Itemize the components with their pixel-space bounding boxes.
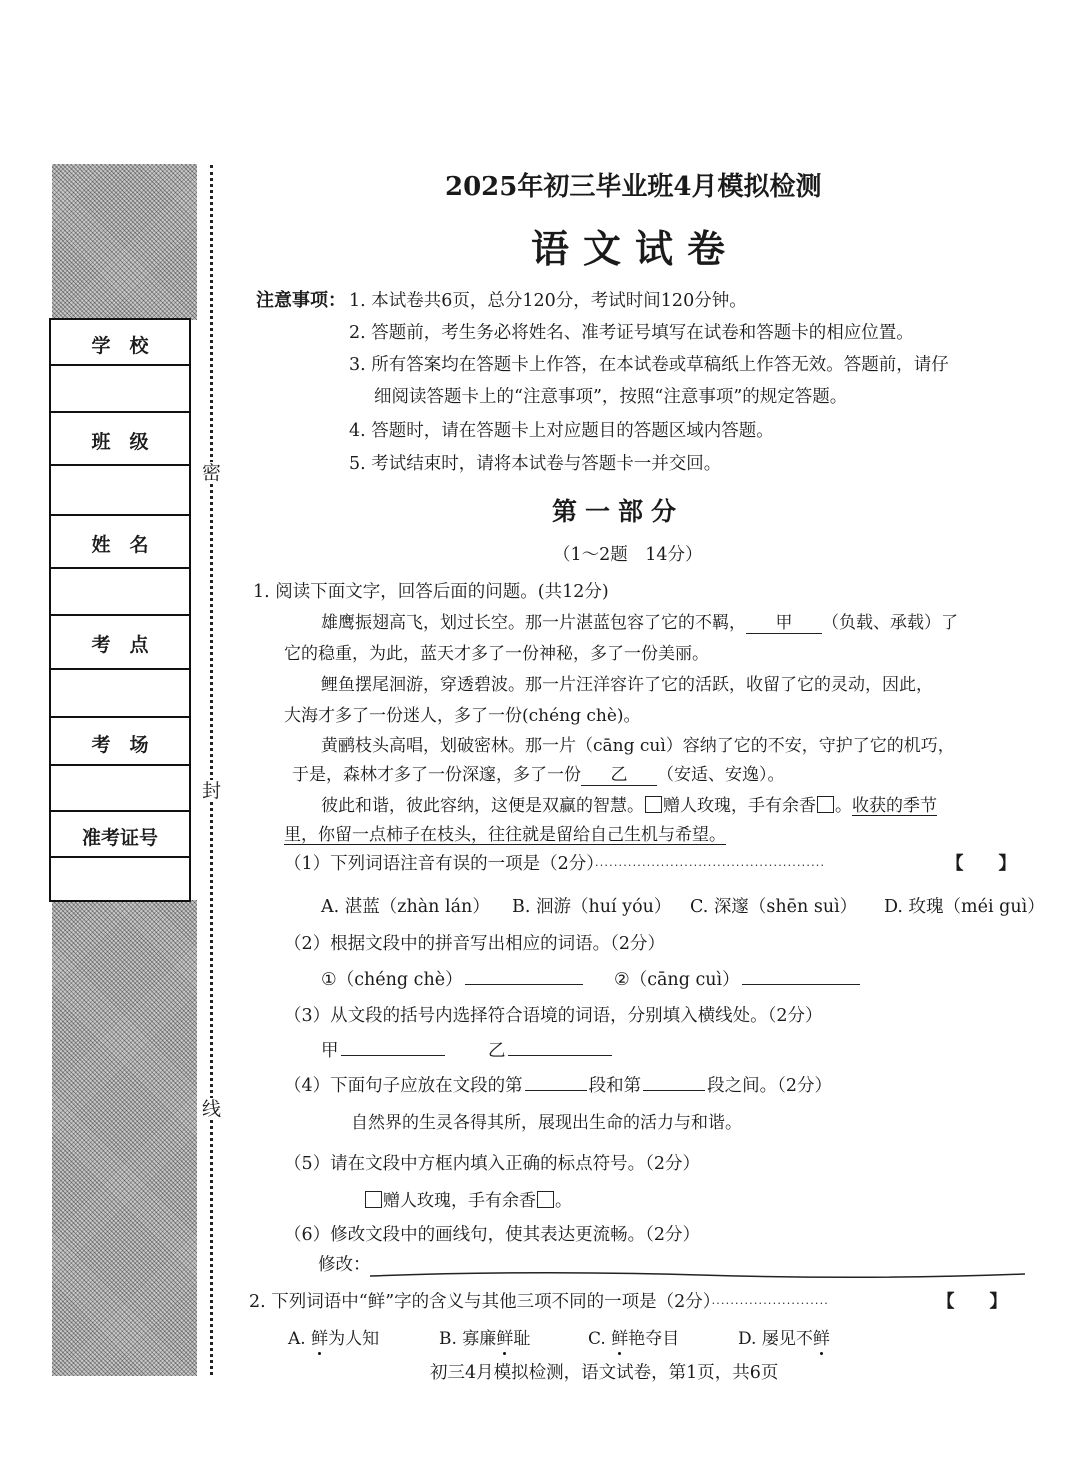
q1-sub4-text-b: 段和第 [588,1076,642,1096]
info-row-name-label [51,516,189,569]
q2-option-a-key: 鲜 [311,1329,329,1349]
q1-para4-text-b: 赠人玫瑰，手有余香 [663,796,816,816]
q1-sub1-option-d: D. 玫瑰（méi guì） [884,897,1045,917]
punct-box-2 [817,796,834,813]
q1-sub3-label-b: 乙 [488,1041,506,1061]
q1-sub4-blank-a[interactable] [525,1072,587,1091]
q2-stem-a: 2. 下列词语中“ [249,1292,368,1312]
section-title: 第一部分 [552,497,685,526]
binding-hatch-top [52,164,197,320]
q2-option-d-key: 鲜 [812,1329,830,1349]
q1-sub1-option-c: C. 深邃（shēn suì） [690,897,858,917]
student-info-table [49,318,191,902]
q1-sub1-option-a: A. 湛蓝（zhàn lán） [321,897,490,917]
q1-sub3-item-a [321,1037,447,1062]
q1-para1-line1 [321,608,958,634]
notes-label: 注意事项： [256,290,346,311]
exam-room-field[interactable] [51,766,189,812]
blank-yi: 乙 [581,760,657,786]
q1-sub2-blank-b[interactable] [742,966,860,985]
q1-sub5-end: 。 [555,1191,572,1211]
q2-option-c [588,1324,679,1349]
q2-option-b-pre: B. 寡廉 [439,1329,497,1349]
q1-sub4-sentence: 自然界的生灵各得其所，展现出生命的活力与和谐。 [351,1113,742,1133]
q1-para3-line1: 黄鹂枝头高唱，划破密林。那一片（cāng cuì）容纳了它的不安，守护了它的机巧， [321,736,955,756]
q2-stem [249,1288,829,1313]
q1-sub3-blank-a[interactable] [341,1037,445,1056]
q1-sub4-blank-b[interactable] [643,1072,705,1091]
punct-box-1 [645,796,662,813]
q1-sub2-label-a: ①（chéng chè） [321,970,463,990]
q1-sub5-question: （5）请在文段中方框内填入正确的标点符号。（2分） [284,1154,701,1174]
blank-jia: 甲 [746,608,822,634]
class-label: 班 级 [91,431,149,453]
q1-sub4-question [284,1072,832,1097]
q1-sub1-leader: ················································· [595,859,826,872]
q2-option-b-key: 鲜 [496,1329,514,1349]
q1-sub2-question: （2）根据文段中的拼音写出相应的词语。（2分） [284,934,666,954]
q2-option-c-post: 艳夺目 [628,1329,680,1349]
underlined-sentence-start: 收获的季节 [852,796,937,816]
section-range: （1～2题 14分） [553,545,703,565]
q1-sub3-question: （3）从文段的括号内选择符合语境的词语，分别填入横线处。（2分） [284,1006,823,1026]
q2-answer-bracket[interactable]: 【 】 [937,1292,1007,1312]
q1-para2-line2: 大海才多了一份迷人，多了一份(chéng chè)。 [284,706,641,726]
q1-para4-line1 [321,791,937,816]
info-row-id-label [51,812,189,858]
q2-option-d-pre: D. 屡见不 [738,1329,813,1349]
info-row-school-label [51,320,189,366]
q1-sub1-question: （1）下列词语注音有误的一项是（2分） [284,854,596,874]
q1-para4-text-a: 彼此和谐，彼此容纳，这便是双赢的智慧。 [321,796,644,816]
q1-stem: 1. 阅读下面文字，回答后面的问题。(共12分) [253,582,609,602]
underlined-sentence-end: 里，你留一点柿子在枝头，往往就是留给自己生机与希望。 [284,825,726,845]
q1-sub5-box-1[interactable] [365,1191,382,1208]
q1-sub6-answer-line[interactable] [370,1268,1025,1280]
q2-option-a-post: 为人知 [328,1329,380,1349]
q2-stem-b: ”字的含义与其他三项不同的一项是（2分） [385,1292,712,1312]
exam-site-label: 考 点 [91,634,149,656]
subject-title: 语文试卷 [531,227,740,271]
seal-dotted-line [210,165,213,1375]
q1-sub1-option-b: B. 洄游（huí yóu） [512,897,672,917]
q2-leader: ························· [711,1297,829,1310]
exam-id-label: 准考证号 [81,827,158,849]
q1-sub2-item-b [614,966,862,991]
name-field[interactable] [51,569,189,616]
note-item-2: 2. 答题前，考生务必将姓名、准考证号填写在试卷和答题卡的相应位置。 [349,323,914,343]
q1-sub3-label-a: 甲 [321,1041,339,1061]
class-field[interactable] [51,466,189,516]
binding-hatch-bottom [52,900,197,1376]
exam-title: 2025年初三毕业班4月模拟检测 [445,172,822,202]
q1-para1-text-b: （负载、承载）了 [822,613,958,633]
q1-sub2-item-a [321,966,585,991]
name-label: 姓 名 [91,534,149,556]
q2-option-b-post: 耻 [513,1329,531,1349]
q1-sub6-question: （6）修改文段中的画线句，使其表达更流畅。（2分） [284,1225,701,1245]
info-row-site-label [51,616,189,670]
q1-para3-text-a: 于是，森林才多了一份深邃，多了一份 [292,765,581,785]
seal-char-mi: 密 [202,462,222,484]
q1-sub6-label: 修改： [318,1255,371,1275]
q1-para1-line2: 它的稳重，为此，蓝天才多了一份神秘，多了一份美丽。 [284,644,709,664]
seal-char-feng: 封 [202,780,222,802]
q1-para4-text-c: 。 [835,796,852,816]
note-item-1: 1. 本试卷共6页，总分120分，考试时间120分钟。 [349,291,747,311]
info-row-room-label [51,718,189,766]
q1-sub5-text: 赠人玫瑰，手有余香 [383,1191,536,1211]
q1-para1-text-a: 雄鹰振翅高飞，划过长空。那一片湛蓝包容了它的不羁， [321,613,746,633]
q1-para3-text-c: （安适、安逸）。 [657,765,785,785]
info-row-class-label [51,413,189,466]
q1-sub4-text-c: 段之间。（2分） [707,1076,833,1096]
school-label: 学 校 [91,335,149,357]
note-item-5: 5. 考试结束时，请将本试卷与答题卡一并交回。 [349,454,722,474]
q1-sub4-text-a: （4）下面句子应放在文段的第 [284,1076,523,1096]
q2-option-d [738,1324,830,1349]
q2-option-a-pre: A. [288,1329,312,1349]
q2-option-c-pre: C. [588,1329,612,1349]
note-item-3: 3. 所有答案均在答题卡上作答，在本试卷或草稿纸上作答无效。答题前，请仔 [349,355,949,375]
exam-site-field[interactable] [51,670,189,718]
q1-sub5-box-2[interactable] [537,1191,554,1208]
q2-stem-key: 鲜 [367,1292,386,1312]
q1-sub3-blank-b[interactable] [508,1037,612,1056]
q2-option-c-key: 鲜 [611,1329,629,1349]
q1-sub5-line [364,1186,572,1211]
q1-sub3-item-b [488,1037,614,1062]
page-footer: 初三4月模拟检测，语文试卷，第1页，共6页 [430,1363,779,1383]
q1-para3-line2 [292,760,785,786]
q2-option-b [439,1324,530,1349]
q1-sub2-blank-a[interactable] [465,966,583,985]
q1-sub1-line [284,850,825,875]
exam-room-label: 考 场 [91,734,149,756]
school-field[interactable] [51,366,189,413]
note-item-4: 4. 答题时，请在答题卡上对应题目的答题区域内答题。 [349,421,774,441]
q2-option-a [288,1324,379,1349]
q1-sub2-label-b: ②（cāng cuì） [614,970,740,990]
exam-id-field[interactable] [51,858,189,902]
q1-sub1-answer-bracket[interactable]: 【 】 [946,854,1016,874]
seal-char-xian: 线 [202,1098,222,1120]
q1-para2-line1: 鲤鱼摆尾洄游，穿透碧波。那一片汪洋容许了它的活跃，收留了它的灵动，因此， [321,675,933,695]
note-item-3-cont: 细阅读答题卡上的“注意事项”，按照“注意事项”的规定答题。 [374,387,848,407]
